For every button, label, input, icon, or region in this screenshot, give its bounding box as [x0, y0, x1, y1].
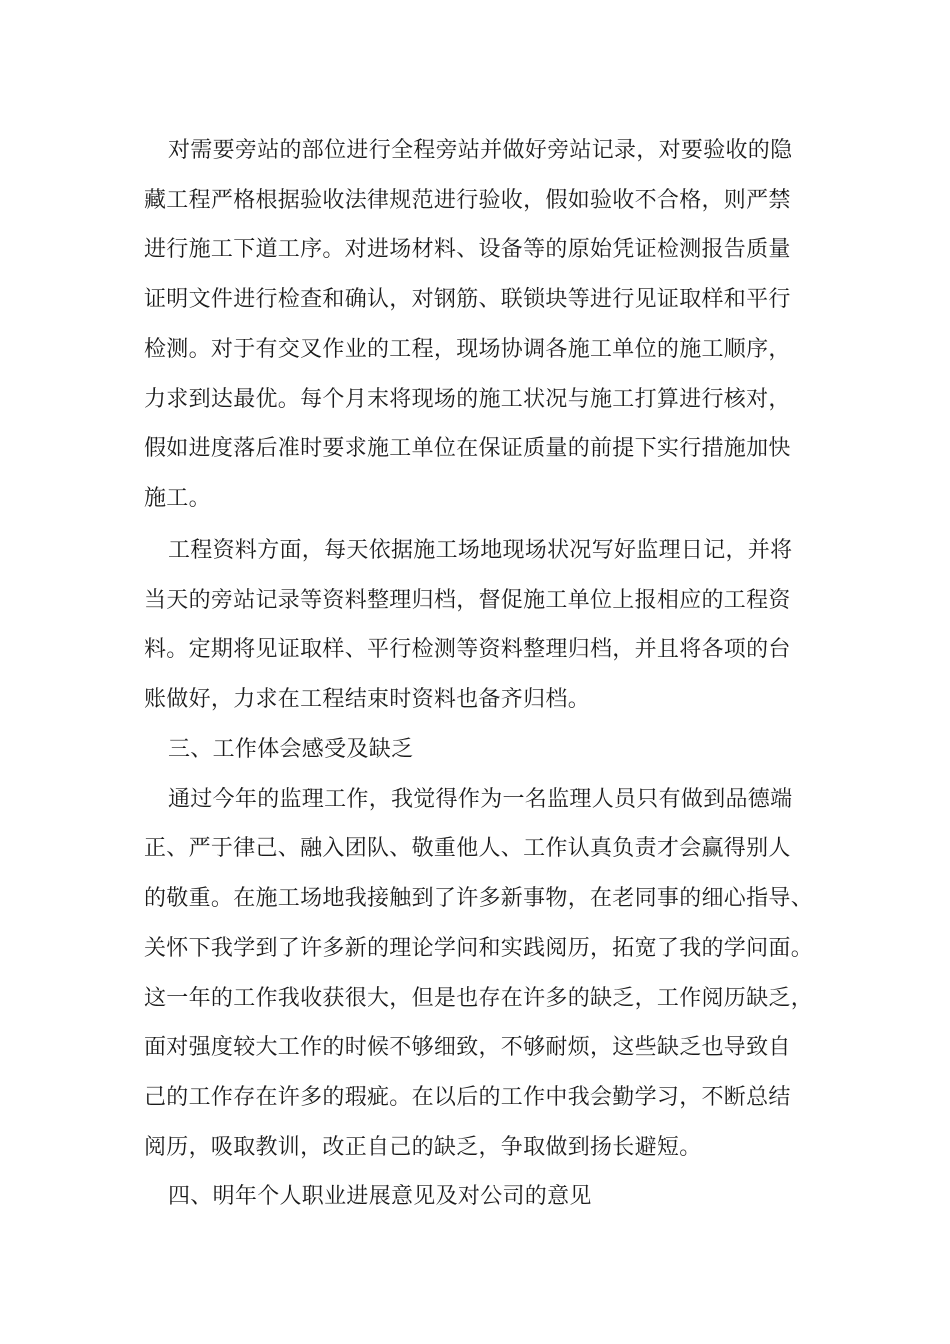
paragraph-2-line: 账做好，力求在工程结束时资料也备齐归档。: [144, 687, 591, 712]
paragraph-3-line: 的敬重。在施工场地我接触到了许多新事物，在老同事的细心指导、: [144, 886, 814, 911]
paragraph-3-line: 通过今年的监理工作，我觉得作为一名监理人员只有做到品德端: [168, 787, 793, 812]
paragraph-3-line: 正、严于律己、融入团队、敬重他人、工作认真负责才会赢得别人: [144, 836, 791, 861]
paragraph-1-line: 藏工程严格根据验收法律规范进行验收，假如验收不合格，则严禁: [144, 188, 791, 213]
paragraph-1-line: 力求到达最优。每个月末将现场的施工状况与施工打算进行核对，: [144, 387, 791, 412]
paragraph-3-line: 阅历，吸取教训，改正自己的缺乏，争取做到扬长避短。: [144, 1135, 702, 1160]
paragraph-1-line: 证明文件进行检查和确认，对钢筋、联锁块等进行见证取样和平行: [144, 287, 791, 312]
paragraph-1-line: 检测。对于有交叉作业的工程，现场协调各施工单位的施工顺序，: [144, 337, 791, 362]
section-heading-4: 四、明年个人职业进展意见及对公司的意见: [168, 1184, 592, 1209]
paragraph-3-line: 关怀下我学到了许多新的理论学问和实践阅历，拓宽了我的学问面。: [144, 936, 814, 961]
paragraph-1-line: 对需要旁站的部位进行全程旁站并做好旁站记录，对要验收的隐: [168, 138, 793, 163]
paragraph-1-line: 施工。: [144, 486, 211, 511]
paragraph-3-line: 己的工作存在许多的瑕疵。在以后的工作中我会勤学习，不断总结: [144, 1085, 791, 1110]
paragraph-2-line: 料。定期将见证取样、平行检测等资料整理归档，并且将各项的台: [144, 637, 791, 662]
paragraph-2-line: 当天的旁站记录等资料整理归档，督促施工单位上报相应的工程资: [144, 588, 791, 613]
paragraph-3-line: 这一年的工作我收获很大，但是也存在许多的缺乏，工作阅历缺乏，: [144, 986, 814, 1011]
section-heading-3: 三、工作体会感受及缺乏: [168, 737, 414, 762]
paragraph-3-line: 面对强度较大工作的时候不够细致，不够耐烦，这些缺乏也导致自: [144, 1035, 791, 1060]
paragraph-1-line: 进行施工下道工序。对进场材料、设备等的原始凭证检测报告质量: [144, 237, 791, 262]
paragraph-2-line: 工程资料方面，每天依据施工场地现场状况写好监理日记，并将: [168, 538, 793, 563]
paragraph-1-line: 假如进度落后准时要求施工单位在保证质量的前提下实行措施加快: [144, 436, 791, 461]
